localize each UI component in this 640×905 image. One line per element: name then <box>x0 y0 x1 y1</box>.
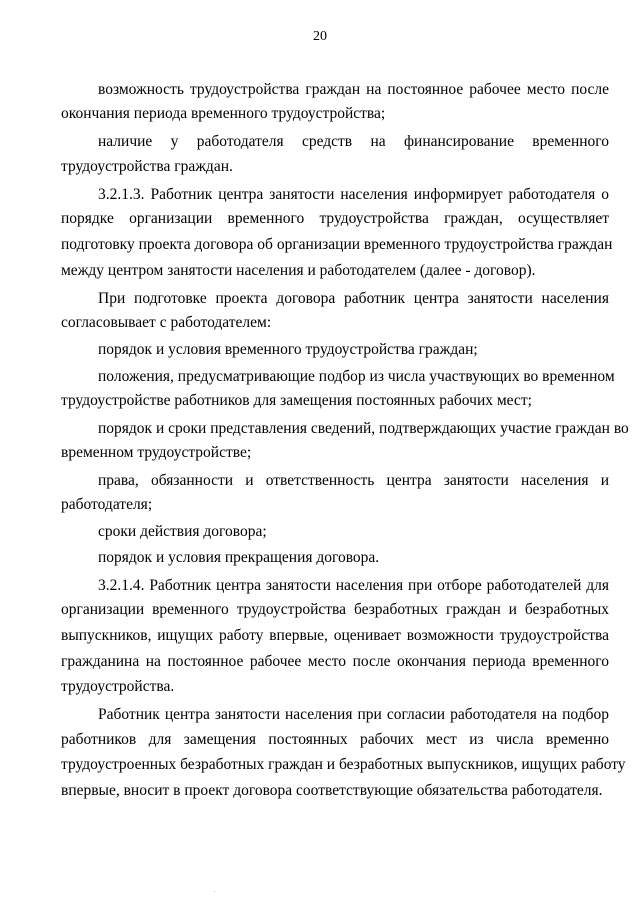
text-line: трудоустройства граждан. <box>61 158 233 175</box>
text-line: порядок и условия прекращения договора. <box>98 549 380 566</box>
text-line: порядок и сроки представления сведений, подтверждающих участие граждан во <box>98 420 629 437</box>
text-line: При подготовке проекта договора работник центра занятости населения <box>98 290 609 307</box>
text-line: трудоустройства. <box>61 678 175 695</box>
text-line: возможность трудоустройства граждан на постоянное рабочее место после <box>98 81 609 98</box>
text-line: организации временного трудоустройства безработных граждан и безработных <box>61 601 609 618</box>
text-line: трудоустройстве работников для замещения постоянных рабочих мест; <box>61 392 532 409</box>
text-line: выпускников, ищущих работу впервые, оценивает возможности трудоустройства <box>61 627 609 644</box>
text-line: порядке организации временного трудоустройства граждан, осуществляет <box>61 210 609 227</box>
text-line: впервые, вносит в проект договора соответствующие обязательства работодателя. <box>61 782 603 799</box>
text-line: наличие у работодателя средств на финансирование временного <box>98 133 609 150</box>
text-line: между центром занятости населения и работодателем (далее - договор). <box>61 262 536 279</box>
text-line: порядок и условия временного трудоустройства граждан; <box>98 341 478 358</box>
text-line: Работник центра занятости населения при согласии работодателя на подбор <box>98 706 609 723</box>
text-line: сроки действия договора; <box>98 523 267 540</box>
text-line: положения, предусматривающие подбор из числа участвующих во временном <box>98 368 615 385</box>
text-line: 3.2.1.3. Работник центра занятости населения информирует работодателя о <box>98 186 609 203</box>
text-line: согласовывает с работодателем: <box>61 314 272 331</box>
text-line: работодателя; <box>61 496 153 513</box>
text-line: права, обязанности и ответственность центра занятости населения и <box>98 472 609 489</box>
text-line: временном трудоустройстве; <box>61 444 252 461</box>
text-line: 3.2.1.4. Работник центра занятости населения при отборе работодателей для <box>98 577 609 594</box>
text-line: окончания периода временного трудоустройства; <box>61 105 386 122</box>
scan-speck <box>214 891 215 892</box>
text-line: подготовку проекта договора об организации временного трудоустройства граждан <box>61 236 613 253</box>
text-line: трудоустроенных безработных граждан и безработных выпускников, ищущих работу <box>61 756 626 773</box>
text-line: гражданина на постоянное рабочее место после окончания периода временного <box>61 653 609 670</box>
page-number: 20 <box>313 29 327 44</box>
text-line: работников для замещения постоянных рабочих мест из числа временно <box>61 731 609 748</box>
